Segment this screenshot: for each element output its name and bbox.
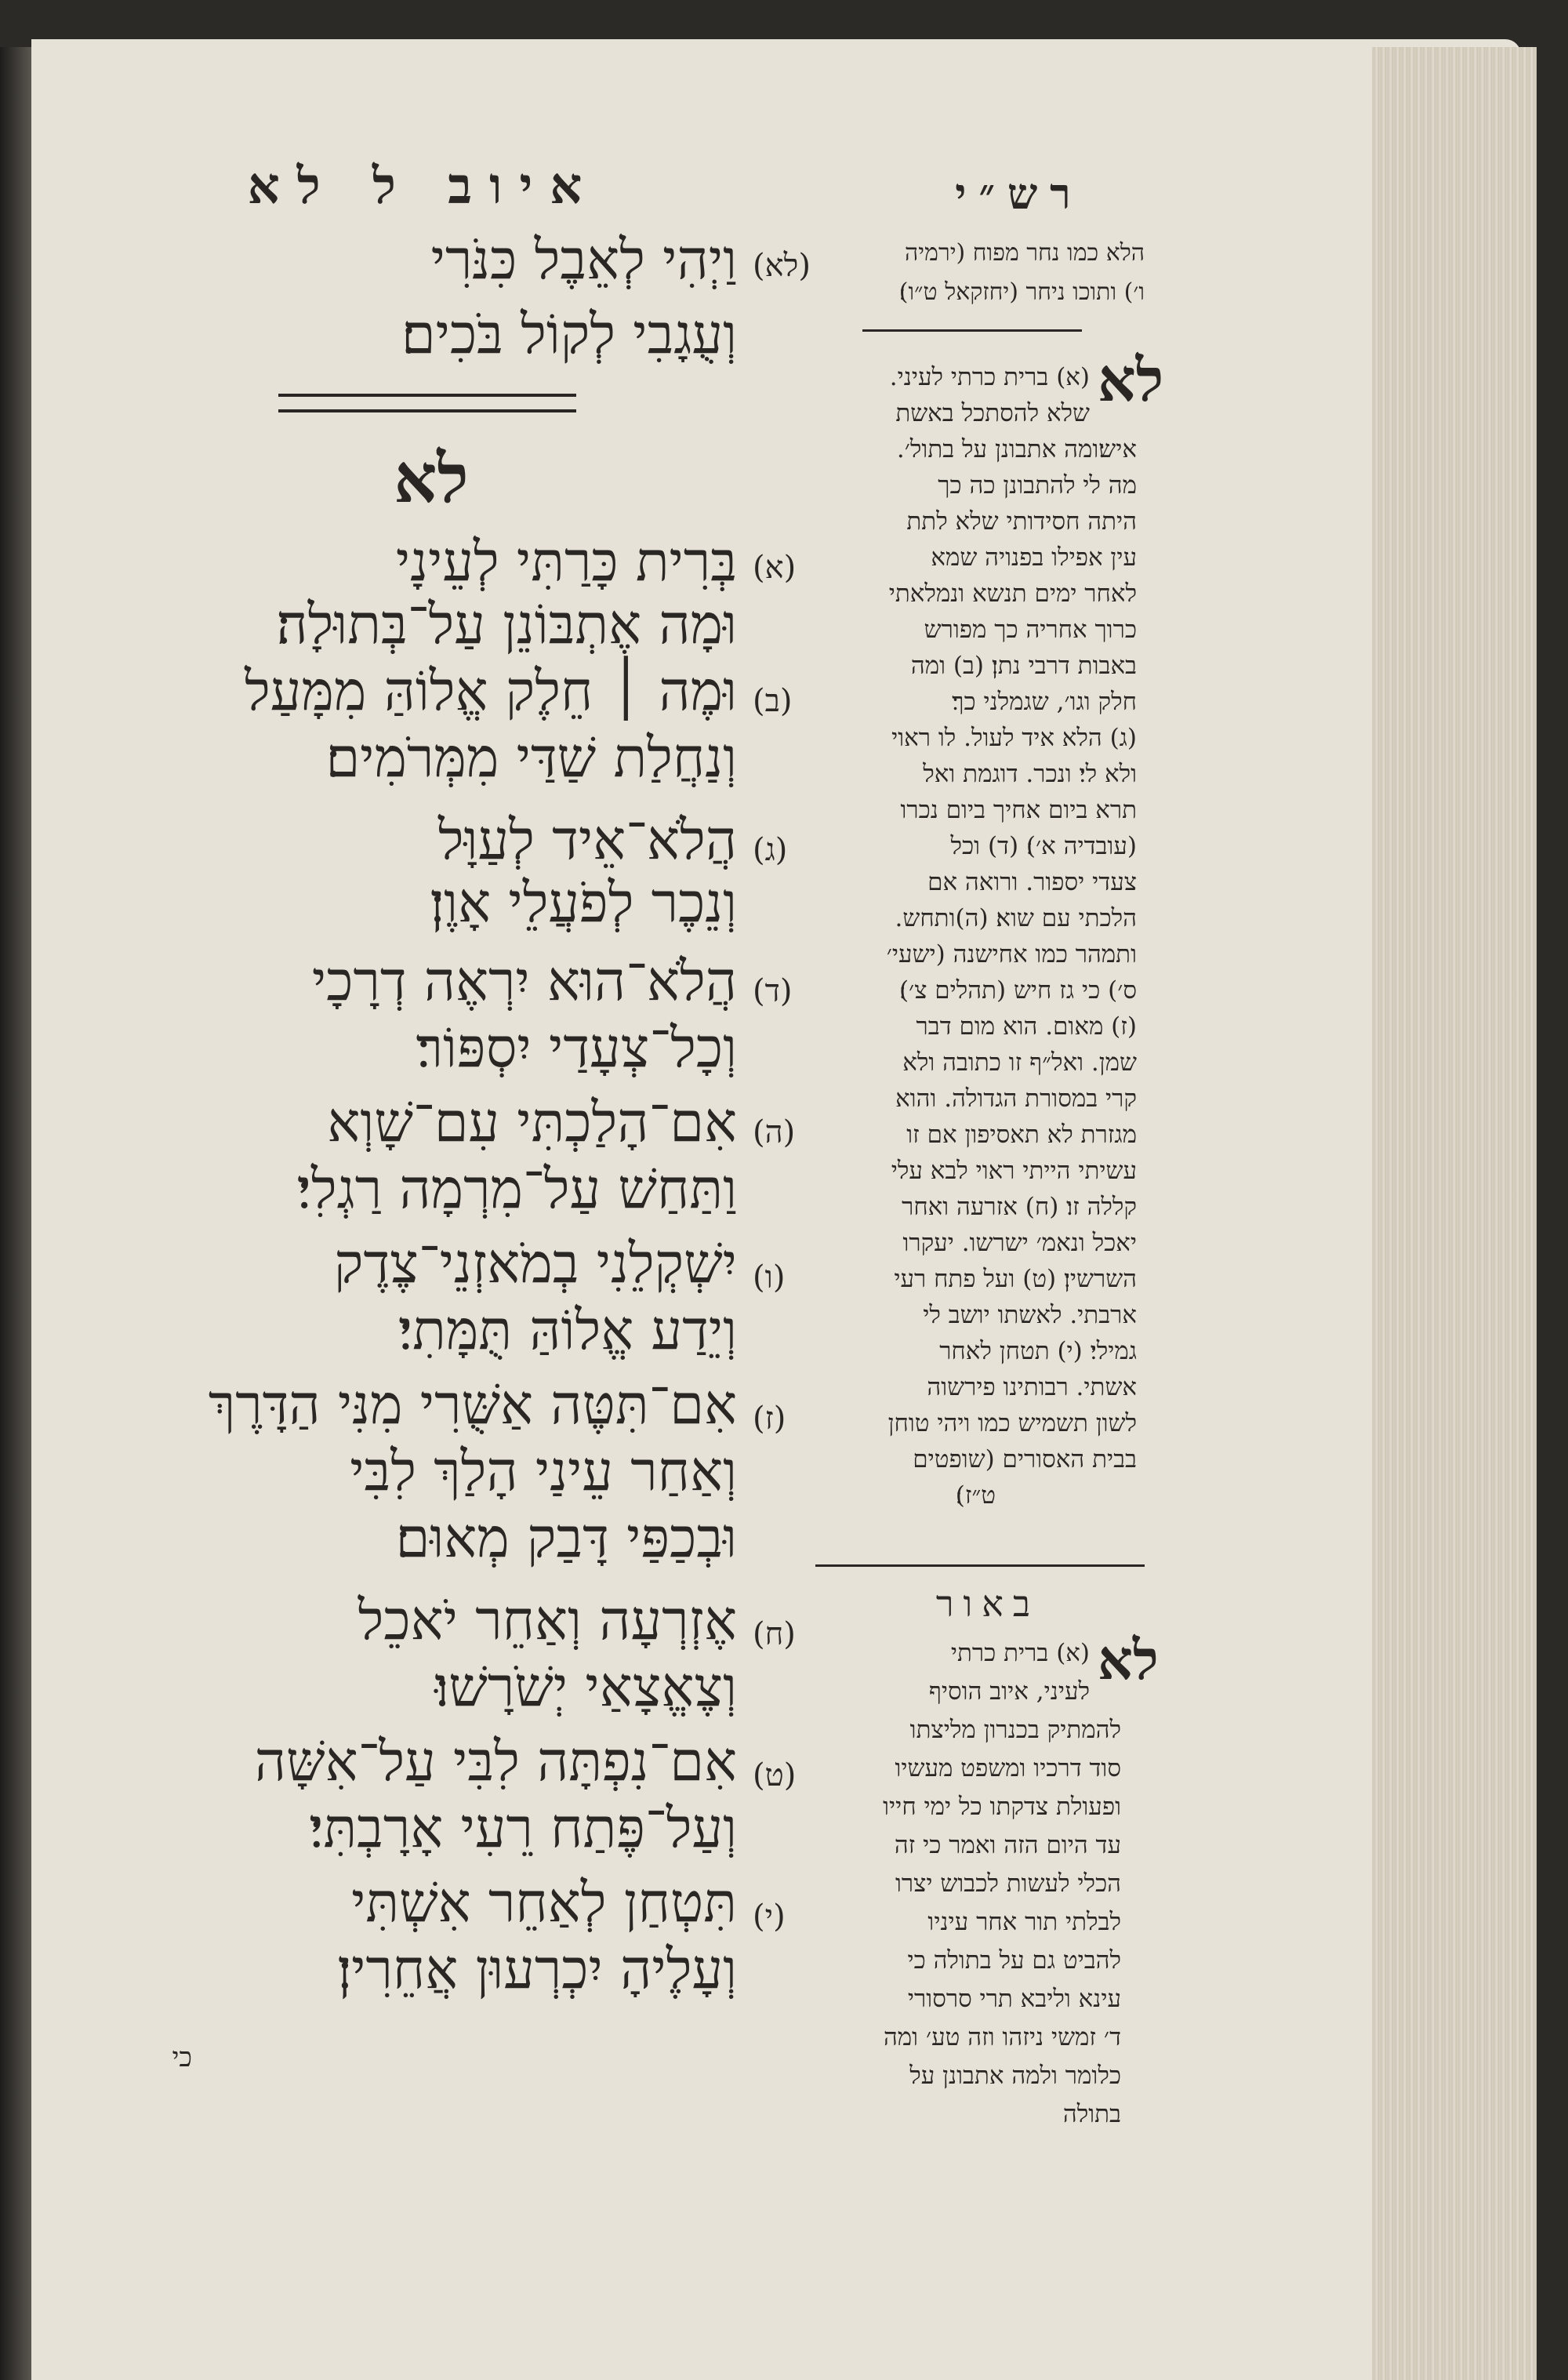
rashi-header: רש״י — [955, 169, 1083, 219]
verse-number: (לא) — [753, 248, 811, 284]
rashi-line: ולא לי׃ ונכר. דוגמת ואל — [923, 760, 1137, 788]
verse-number: (ט) — [753, 1757, 797, 1793]
rashi-rule — [862, 329, 1082, 332]
biur-line: להמתיק בכנרון מליצתו — [909, 1716, 1121, 1744]
verse-number: (ג) — [753, 832, 788, 868]
rashi-top-line: הלא כמו נחר מפוח (ירמיה — [905, 239, 1145, 267]
verse-line: וְנַחֲלַת שַׁדַּי מִמְּרֹמִים׃ — [325, 725, 737, 790]
book-spine — [0, 47, 31, 2380]
verse-number: (ו) — [753, 1259, 786, 1295]
section-rule — [815, 1564, 1145, 1567]
biur-chapter-mark: לא — [1098, 1627, 1159, 1692]
biur-line: לבלתי תור אחר עיניו — [927, 1908, 1121, 1936]
biur-line: עינא וליבא תרי סרסורי — [907, 1985, 1121, 2013]
rashi-line: שלא להסתכל באשת — [895, 399, 1090, 427]
biur-line: עד היום הזה ואמר כי זה — [894, 1831, 1121, 1859]
rashi-line: באבות דרבי נתן׃ (ב) ומה — [910, 652, 1137, 680]
rashi-line: ט״ז)׃ — [955, 1481, 996, 1510]
rashi-line: קללה זו׃ (ח) אזרעה ואחר — [902, 1193, 1137, 1221]
rashi-line: (א) ברית כרתי לעיני. — [889, 363, 1090, 391]
biur-line: כלומר ולמה אתבונן על — [909, 2062, 1121, 2090]
page-edges — [1372, 47, 1537, 2380]
verse-line: יִשְׁקְלֵנִי בְמֹאזְנֵי־צֶדֶק — [334, 1231, 737, 1295]
biur-line: סוד דרכיו ומשפט מעשיו — [895, 1754, 1121, 1782]
verse-line: וּבְכַפַּי דָּבַק מְאוּם׃ — [395, 1506, 737, 1570]
verse-line: בְּרִית כָּרַתִּי לְעֵינָי — [395, 529, 737, 594]
rashi-line: גמילי׃ (י) תטחן לאחר — [939, 1337, 1137, 1365]
verse-number: (א) — [753, 550, 797, 586]
rashi-line: איש׃ומה אתבונן על בתול׳. — [896, 435, 1137, 463]
rashi-line: (ג) הלא איד לעול. לו ראוי — [891, 724, 1137, 752]
biur-line: (א) ברית כרתי — [950, 1639, 1090, 1667]
rashi-line: עשיתי הייתי ראוי לבא עלי — [891, 1157, 1137, 1185]
verse-number: (ז) — [753, 1401, 786, 1437]
verse-line: וְיֵדַע אֱלוֹהַּ תֻּמָּתִי׃ — [397, 1298, 737, 1362]
rashi-line: (ז) מאום. הוא מום דבר — [916, 1012, 1137, 1041]
rashi-line: היתה חסידותי שלא לתת — [906, 507, 1137, 536]
rashi-line: שמן. ואל״ף זו כתובה ולא — [902, 1048, 1137, 1077]
double-rule — [278, 394, 576, 412]
rashi-line: עין אפילו בפנויה שמא — [931, 543, 1137, 572]
rashi-line: כרוך אחריה כך מפורש — [924, 616, 1137, 644]
biur-line: לעיני, איוב הוסיף — [928, 1677, 1090, 1706]
verse-number: (י) — [753, 1899, 786, 1935]
verse-line: וְעָלֶיהָ יִכְרְעוּן אֲחֵרִין׃ — [337, 1937, 737, 2001]
rashi-line: קרי במסורת הגדולה. והוא — [895, 1085, 1137, 1113]
verse-line: וַיְהִי לְאֵבֶל כִּנֹּרִי — [430, 227, 737, 292]
rashi-line: הלכתי עם שוא׃ (ה)ותחש. — [895, 904, 1137, 932]
rashi-line: ותמהר כמו אחישנה (ישעי׳ — [886, 940, 1137, 968]
rashi-line: מה לי להתבונן כה כך — [938, 471, 1137, 500]
verse-line: וַתַּחַשׁ עַל־מִרְמָה רַגְלִי׃ — [296, 1157, 737, 1221]
verse-number: (ח) — [753, 1616, 796, 1652]
biur-header: באור — [935, 1582, 1040, 1625]
verse-line: הֲלֹא־הוּא יִרְאֶה דְרָכָי — [311, 949, 737, 1013]
rashi-line: ס׳) כי גז חיש (תהלים צ׳)׃ — [898, 976, 1137, 1005]
verse-line: וְעֻגָבִי לְקוֹל בֹּכִים׃ — [401, 302, 737, 366]
verse-line: תִּטְחַן לְאַחֵר אִשְׁתִּי — [351, 1870, 737, 1935]
chapter-label: לא — [394, 439, 469, 518]
rashi-line: לאחר ימים תנשא ונמלאתי — [888, 580, 1137, 608]
verse-line: וְנֵכֶר לְפֹעֲלֵי אָוֶן׃ — [430, 870, 737, 935]
verse-line: וְכָל־צְעָדַי יִסְפּוֹר׃ — [416, 1016, 737, 1080]
rashi-line: תרא ביום אחיך ביום נכרו — [900, 796, 1137, 824]
rashi-chapter-mark: לא — [1098, 345, 1164, 415]
rashi-line: ארבתי. לאשתו יושב לי — [923, 1301, 1137, 1329]
verse-number: (ב) — [753, 683, 793, 719]
verse-line: וְצֶאֱצָאַי יְשֹׁרָשׁוּ׃ — [434, 1655, 737, 1719]
biur-line: בתולה — [1062, 2100, 1121, 2128]
rashi-top-line: ו׳) ותוכו ניחר (יחזקאל ט״ו)׃ — [898, 278, 1145, 306]
verse-line: וְעַל־פֶּתַח רֵעִי אָרָבְתִּי׃ — [309, 1796, 737, 1860]
catchword: כי — [172, 2042, 192, 2073]
verse-number: (ד) — [753, 973, 793, 1009]
verse-line: הֲלֹא־אֵיד לְעַוָּל — [437, 808, 737, 872]
verse-line: וְאַחַר עֵינַי הָלַךְ לִבִּי — [350, 1439, 737, 1503]
rashi-line: (עובדיה א׳)׃ (ד) וכל — [950, 832, 1137, 860]
rashi-line: אשתי. רבותינו פירשוה — [927, 1373, 1137, 1401]
rashi-line: בבית האסורים (שופטים — [913, 1445, 1137, 1473]
verse-line: אִם־הָלַכְתִּי עִם־שָׁוְא — [327, 1090, 737, 1154]
verse-line: וּמָה אֶתְבּוֹנֵן עַל־בְּתוּלָה׃ — [276, 592, 737, 656]
main-header: איוב ל לא — [247, 157, 600, 216]
verse-line: אִם־תִּטֶּה אַשֻּׁרִי מִנִּי הַדָּרֶךְ — [208, 1372, 737, 1437]
rashi-line: חלק וגו׳, שגמלני כך׃ — [952, 688, 1137, 716]
biur-line: ופעולת צדקתו כל ימי חייו — [883, 1793, 1121, 1821]
biur-line: להביט גם על בתולה כי — [907, 1946, 1121, 1975]
verse-line: וּמֶה ׀ חֵלֶק אֱלוֹהַּ מִמָּעַל — [245, 659, 737, 723]
biur-line: ד׳ זמשי ניזהו וזה טע׳ ומה — [883, 2023, 1121, 2051]
rashi-line: צעדי יספור. ורואה אם — [927, 868, 1137, 896]
verse-line: אֶזְרְעָה וְאַחֵר יֹאכֵל — [358, 1588, 737, 1652]
rashi-line: מגזרת לא תאסיפון אם זו — [906, 1121, 1137, 1149]
verse-line: אִם־נִפְתָּה לִבִּי עַל־אִשָּׁה — [254, 1729, 737, 1793]
rashi-line: יאכל ונאמ׳ ישרשו. יעקרו — [902, 1229, 1137, 1257]
rashi-line: השרשין׃ (ט) ועל פתח רעי — [894, 1265, 1137, 1293]
verse-number: (ה) — [753, 1114, 796, 1150]
rashi-line: לשון תשמיש כמו ויהי טוחן — [887, 1409, 1137, 1437]
biur-line: הכלי לעשות לכבוש יצרו — [895, 1869, 1121, 1898]
